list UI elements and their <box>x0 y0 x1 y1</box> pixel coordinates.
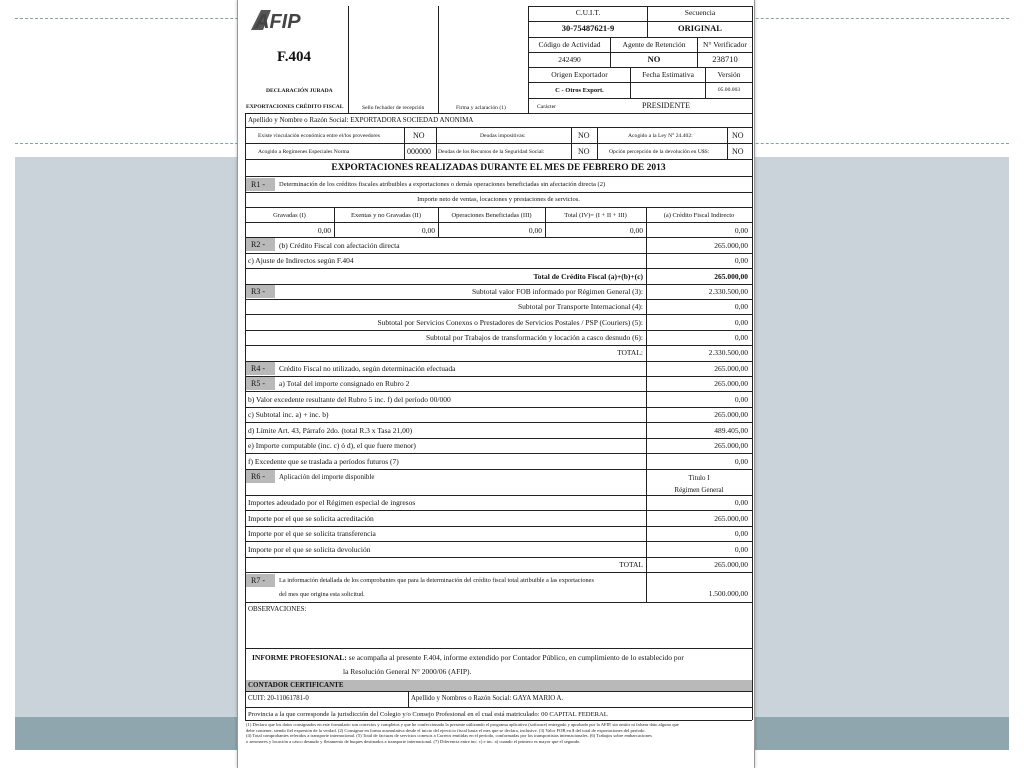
agent-label: Agente de Retención <box>622 40 686 49</box>
r5-row-a-label: a) Total del importe consignado en Rubro 2 <box>279 379 410 388</box>
r7-tag: R7 - <box>246 574 275 587</box>
r1-value-credito: 0,00 <box>734 226 748 235</box>
contador-province: Provincia a la que corresponde la jurisdicción del Colegio y/o Consejo Profesional en el cual está matriculado: 00 CAPITAL FEDERAL <box>248 711 608 718</box>
verifier-label: N° Verificador <box>703 40 747 49</box>
r4-label: Crédito Fiscal no utilizado, según determinación efectuada <box>279 364 456 373</box>
form-number: F.404 <box>277 49 312 65</box>
r5-row-f-value: 0,00 <box>734 457 748 466</box>
r3-row-servicios-value: 0,00 <box>734 318 748 327</box>
r3-tag: R3 - <box>246 285 275 298</box>
footnote-line: debe contener, siendo fiel expresión de la verdad. (2) Consignar en forma acumulativa desde el inicio del ejercicio fiscal hasta el mes que se declara, inclusive. (3) Valor FOB en $ del total de exportaciones del período. <box>246 727 646 733</box>
r5-row-b-label: b) Valor excedente resultante del Rubro 5 inc. f) del período 00/000 <box>248 395 451 404</box>
r3-row-servicios-label: Subtotal por Servicios Conexos o Prestadores de Servicios Postales / PSP (Couriers) (5): <box>377 318 643 327</box>
taxpayer-name-value: EXPORTADORA SOCIEDAD ANONIMA <box>350 116 474 124</box>
r1-value-total: 0,00 <box>629 226 643 235</box>
character-value: PRESIDENTE <box>642 101 690 110</box>
r1-col-gravadas: Gravadas (I) <box>273 212 306 219</box>
r1-col-beneficiadas: Operaciones Beneficiadas (III) <box>451 212 532 219</box>
r6-label: Aplicación del importe disponible <box>279 473 375 481</box>
r6-row-acreditacion-label: Importe por el que se solicita acreditación <box>248 514 374 523</box>
r7-line2: del mes que origina esta solicitud. <box>279 591 365 598</box>
cuit-label: C.U.I.T. <box>575 8 601 17</box>
r7-value: 1.500.000,00 <box>708 589 748 598</box>
footnote-line: (1) Declaro que los datos consignados en este formulario son correctos y completos y que he confeccionado la presente utilizando el programa aplicativo (software) entregado y aprobado por la AFIP, sin omitir ni falsear dato alguno que <box>246 722 679 727</box>
r6-row-transferencia-label: Importe por el que se solicita transferencia <box>248 529 376 538</box>
date-label: Fecha Estimativa <box>642 70 694 79</box>
origin-label: Origen Exportador <box>551 70 608 79</box>
observations-label: OBSERVACIONES: <box>248 605 307 613</box>
r3-row-trabajos-value: 0,00 <box>734 333 748 342</box>
seguridad-social-label: Deudas de los Recursos de la Seguridad Social: <box>438 149 545 155</box>
r6-row-adeudado-value: 0,00 <box>734 498 748 507</box>
r5-row-d-value: 489.405,00 <box>714 426 748 435</box>
r1-value-gravadas: 0,00 <box>317 226 331 235</box>
r7-line1: La información detallada de los comprobantes que para la determinación del crédito fiscal total atribuible a las exportaciones <box>279 577 594 584</box>
r3-total-label: TOTAL: <box>617 348 643 357</box>
verifier-value: 238710 <box>712 54 738 64</box>
r1-col-exentas: Exentas y no Gravadas (II) <box>350 212 422 219</box>
r5-row-a-value: 265.000,00 <box>714 379 748 388</box>
contador-name: Apellido y Nombres o Razón Social: GAYA MARIO A. <box>411 695 564 702</box>
signature-label: Firma y aclaración (1) <box>456 105 506 111</box>
version-value: 05.00.003 <box>717 87 741 93</box>
r6-row-devolucion-value: 0,00 <box>734 545 748 554</box>
r1-text: Determinación de los créditos fiscales atribuibles a exportaciones o demás operaciones beneficiadas sin afectación directa (2) <box>279 181 606 188</box>
r5-row-e-value: 265.000,00 <box>714 441 748 450</box>
r4-value: 265.000,00 <box>714 364 748 373</box>
r1-tag: R1 - <box>246 178 275 191</box>
deudas-value: NO <box>578 131 590 140</box>
r3-row-fob-value: 2.330.500,00 <box>708 287 748 296</box>
agent-value: NO <box>647 54 661 64</box>
r2-total-value: 265.000,00 <box>714 272 748 281</box>
footnotes <box>246 722 752 744</box>
r6-row-acreditacion-value: 265.000,00 <box>714 514 748 523</box>
regimenes-label: Acogido a Regímenes Especiales Norma <box>258 149 350 155</box>
r6-total-label: TOTAL <box>619 560 643 569</box>
r2-tag: R2 - <box>246 238 275 251</box>
informe-line1: INFORME PROFESIONAL: se acompaña al presente F.404, informe extendido por Contador Público, en cumplimiento de lo establecido por <box>252 653 684 662</box>
contador-cuit: CUIT: 20-11061781-0 <box>248 695 309 702</box>
footnote-line: o aeronaves y locación a casco desnudo y fletamento de buques destinados a transporte internacional. (7) Diferencia entre inc. c) e inc. a) cuando el primero es mayor que el segundo. <box>246 738 581 744</box>
r6-row-transferencia-value: 0,00 <box>734 529 748 538</box>
vinculacion-label: Existe vinculación económica entre el/los proveedores <box>258 133 380 139</box>
r5-row-c-value: 265.000,00 <box>714 410 748 419</box>
r5-row-f-label: f) Excedente que se traslada a períodos futuros (7) <box>248 457 399 466</box>
stamp-label: Sello fechador de recepción <box>362 105 425 111</box>
r3-total-value: 2.330.500,00 <box>708 348 748 357</box>
ley-value: NO <box>732 131 744 140</box>
r5-row-b-value: 0,00 <box>734 395 748 404</box>
opcion-usd-label: Opción percepción de la devolución en U$S: <box>609 149 710 155</box>
footnote-line: (4) Total comprobantes referidos a transporte internacional. (5) Total de facturas de servicios conexos a Correos emitidas en el período, conformadas por los transportistas internacionales. (6) Trabajos sobre embarcaciones <box>246 733 652 739</box>
r2-line-b-value: 265.000,00 <box>714 241 748 250</box>
vinculacion-value: NO <box>413 131 425 140</box>
taxpayer-name-label: Apellido y Nombre o Razón Social: EXPORTADORA SOCIEDAD ANONIMA <box>248 116 474 124</box>
r2-line-b: (b) Crédito Fiscal con afectación directa <box>279 241 400 250</box>
r5-row-c-label: c) Subtotal inc. a) + inc. b) <box>248 410 329 419</box>
r2-total-label: Total de Crédito Fiscal (a)+(b)+(c) <box>533 272 643 281</box>
activity-value: 242490 <box>558 55 581 64</box>
r6-col-sub: Régimen General <box>674 486 724 494</box>
r5-row-d-label: d) Límite Art. 43, Párrafo 2do. (total R.3 x Tasa 21,00) <box>248 426 413 435</box>
r2-line-c-value: 0,00 <box>734 256 748 265</box>
cuit-value: 30-75487621-9 <box>561 23 615 33</box>
version-label: Versión <box>717 70 741 79</box>
r1-value-exentas: 0,00 <box>421 226 435 235</box>
r6-total-value: 265.000,00 <box>714 560 748 569</box>
afip-logo <box>249 8 329 32</box>
r1-col-credito: (a) Crédito Fiscal Indirecto <box>663 212 735 219</box>
regimenes-value: 000000 <box>407 147 431 156</box>
r6-col-title: Título I <box>688 474 710 482</box>
activity-label: Código de Actividad <box>538 40 601 49</box>
sequence-value: ORIGINAL <box>678 23 722 33</box>
form-kind: EXPORTACIONES CRÉDITO FISCAL <box>246 104 344 110</box>
sequence-label: Secuencia <box>684 8 716 17</box>
seguridad-social-value: NO <box>578 147 590 156</box>
r6-row-devolucion-label: Importe por el que se solicita devolución <box>248 545 371 554</box>
deudas-label: Deudas impositivas: <box>480 133 526 139</box>
r6-tag: R6 - <box>246 470 275 483</box>
r2-line-c: c) Ajuste de Indirectos según F.404 <box>248 256 354 265</box>
r3-row-trabajos-label: Subtotal por Trabajos de transformación y locación a casco desnudo (6): <box>425 333 643 342</box>
r5-row-e-label: e) Importe computable (inc. c) ó d), el que fuere menor) <box>248 441 416 450</box>
r1-subheader: Importe neto de ventas, locaciones y prestaciones de servicios. <box>417 196 580 203</box>
r3-row-transporte-value: 0,00 <box>734 302 748 311</box>
svg-text:AFIP: AFIP <box>255 11 301 32</box>
informe-label: INFORME PROFESIONAL: <box>252 653 347 662</box>
r5-tag: R5 - <box>246 377 275 390</box>
informe-line2: la Resolución General N° 2000/06 (AFIP). <box>343 667 472 676</box>
r1-value-beneficiadas: 0,00 <box>528 226 542 235</box>
r6-row-adeudado-label: Importes adeudado por el Régimen especial de ingresos <box>248 498 416 507</box>
r1-col-total: Total (IV)= (I + II + III) <box>564 212 627 219</box>
r3-row-fob-label: Subtotal valor FOB informado por Régimen General (3): <box>471 287 643 296</box>
form-subtitle: DECLARACIÓN JURADA <box>266 88 333 94</box>
opcion-usd-value: NO <box>732 147 744 156</box>
report-title: EXPORTACIONES REALIZADAS DURANTE EL MES DE FEBRERO DE 2013 <box>331 163 666 173</box>
origin-value: C - Otros Export. <box>555 87 604 94</box>
ley-label: Acogido a la Ley N° 24.402: <box>628 133 693 139</box>
r4-tag: R4 - <box>246 362 275 375</box>
r3-row-transporte-label: Subtotal por Transporte Internacional (4): <box>518 302 643 311</box>
character-label: Carácter <box>537 104 556 110</box>
contador-header: CONTADOR CERTIFICANTE <box>245 680 752 691</box>
